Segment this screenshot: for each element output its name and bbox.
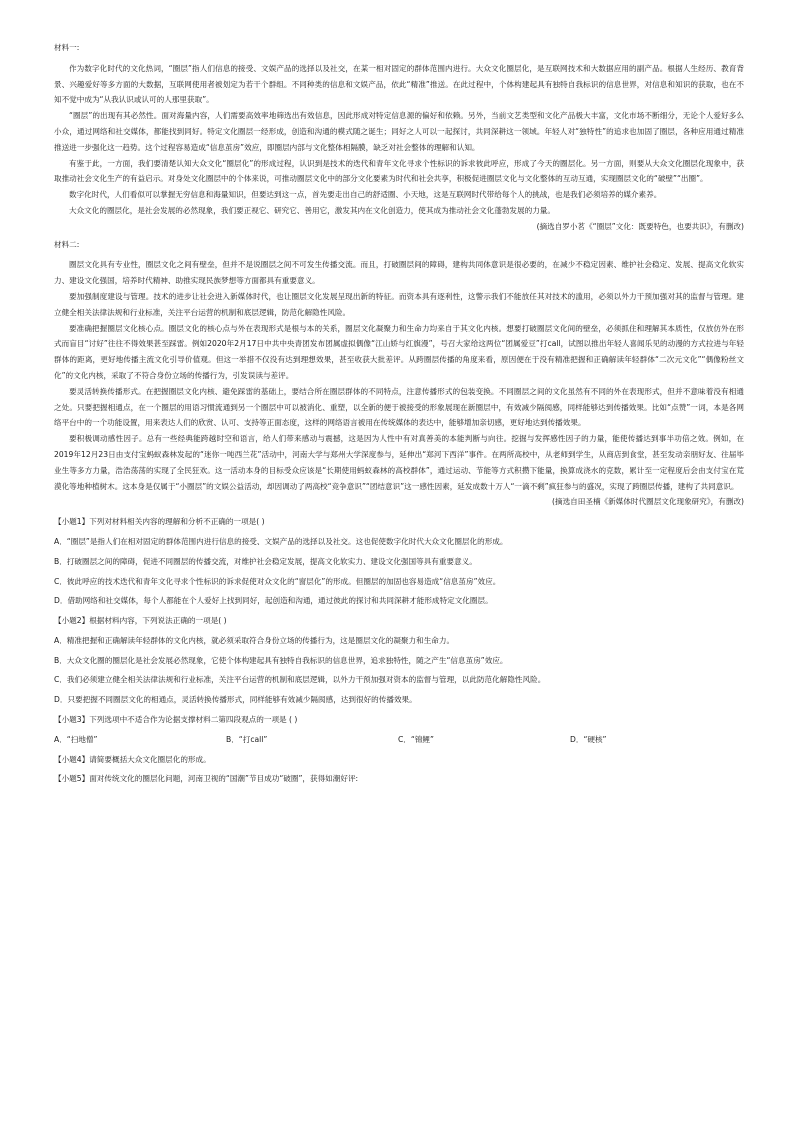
material2-paragraph-5: 要积极调动感性因子。总有一些经典能跨越时空和语言，给人们带来感动与震撼，这是因为人性中有对真善美的本能判断与向往。挖掘与发挥感性因子的力量，能使传播达到事半功倍之效。例如，在2019年12月23日由支付宝蚂蚁森林发起的“迷你一吨西兰花”活动中，河南大学与郑州大学深度参与，延伸出“郑河下西洋”事件。在两所高校中，从老师到学生，从商店到食堂，甚至发动亲朋好友、往届毕业生等多方力量，浩浩荡荡的实现了全民狂欢。这一活动本身的目标受众应该是“长期使用蚂蚁森林的高校群体”，通过运动、节能等方式积攒下能量，换算成浇水的克数，累计至一定程度后会由支付宝在荒漠化等地种植树木。这本身是仅属于“小圈层”的文娱公益活动，却因调动了两高校“竞争意识”“团结意识”这一感性因素，延发成数十万人“一滴不剩”疯狂参与的盛况，实现了跨圈层传播，建构了共同意识。 bbox=[54, 434, 744, 491]
question-stem: 【小题4】请简要概括大众文化圈层化的形成。 bbox=[54, 754, 211, 764]
option-d: D．借助网络和社交媒体，每个人都能在个人爱好上找到同好，起创造和沟通，通过彼此的探讨和共同深耕才能形成特定文化圈层。 bbox=[54, 596, 493, 606]
question-1 bbox=[54, 514, 744, 609]
material2-paragraph-4: 要灵活转换传播形式。在把握圈层文化内核、避免踩雷的基础上，要结合所在圈层群体的不同特点，注意传播形式的包装变换。不同圈层之间的文化虽然有不同的外在表现形式，但并不意味着没有相通之处。只要把握相通点，在一个圈层的用语习惯流通到另一个圈层中可以被消化、重塑，以全新的便于被接受的形象展现在新圈层中，有效减少隔阂感，同样能够达到传播效果。比如“点赞”一词，本是各网络平台中的一个功能设置，用来表达人们的欣赏、认可、支持等正面态度，这样的网络语言被用在传统媒体的表达中，能够增加亲切感，更好地达到传播效果。 bbox=[54, 386, 744, 428]
material1-heading: 材料一: bbox=[54, 43, 80, 52]
question-3 bbox=[54, 712, 744, 748]
material2-paragraph-3: 要准确把握圈层文化核心点。圈层文化的核心点与外在表现形式是根与本的关系，圈层文化凝聚力和生命力均来自于其文化内核。想要打破圈层文化间的壁垒，必须抓住和理解其本质性，仅放仿外在形式而盲目“讨好”往往不得效果甚至踩雷。例如2020年2月17日中共中央青团发布团属虚拟偶像“江山娇与红旗漫”，号召大家给这两位“团属爱豆”打call，试图以推出年轻人喜闻乐见的动漫的方式拉进与年轻群体的距离，更好地传播主流文化引导价值观。但这一举措不仅没有达到理想效果，甚至收获大批差评。从跨圈层传播的角度来看，原因便在于没有精准把握和正确解读年轻群体“二次元文化”“偶像粉丝文化”的文化内核，采取了不符合身份立场的传播行为，引发误读与差评。 bbox=[54, 323, 744, 380]
material1-paragraph-5: 大众文化的圈层化，是社会发展的必然现象，我们要正视它、研究它、善用它，激发其内在文化创造力，使其成为推动社会文化蓬勃发展的力量。 bbox=[69, 205, 555, 215]
option-c: C．彼此呼应的技术迭代和青年文化寻求个性标识的诉求促使对众文化的“窗层化”的形成。但圈层的加固也容易造成“信息茧房”效应。 bbox=[54, 576, 501, 586]
question-stem: 【小题5】面对传统文化的圈层化问题，河南卫视的“国潮”节目成功“破圈”，获得如潮好评: bbox=[54, 774, 359, 784]
question-2 bbox=[54, 613, 744, 708]
option-c: C．“锦鲤” bbox=[398, 734, 434, 744]
material1-paragraph-2: “圈层”的出现有其必然性。面对海量内容，人们需要高效率地筛选出有效信息，因此形成对特定信息源的偏好和依赖。另外，当前文艺类型和文化产品极大丰富，文化市场不断细分，无论个人爱好多么小众，通过网络和社交媒体，都能找到同好。特定文化圈层一经形成，创造和沟通的模式随之诞生；同好之人可以一起探讨，共同深耕这一领域。年轻人对“独特性”的追求也加固了圈层，各种应用通过精准推送进一步强化这一趋势。这个过程容易造成“信息茧房”效应，即圈层内部与文化整体相隔膜，缺乏对社会整体的理解和认知。 bbox=[54, 111, 744, 152]
question-stem: 【小题3】下列选项中不适合作为论据支撑材料二第四段观点的一项是 ( ) bbox=[54, 715, 298, 725]
option-a: A．“扫地僧” bbox=[54, 734, 98, 744]
option-d: D．“硬核” bbox=[570, 734, 607, 744]
question-stem: 【小题2】根据材料内容，下列说法正确的一项是( ) bbox=[54, 616, 227, 626]
material1-source: (摘选自罗小茗《“圈层”文化：既要特色，也要共识》，有删改) bbox=[536, 221, 744, 231]
question-4 bbox=[54, 752, 744, 768]
option-b: B．大众文化圈的圈层化是社会发展必然现象，它使个体构建起具有独特自我标识的信息世界，追求独特性，随之产生“信息茧房”效应。 bbox=[54, 655, 508, 665]
material2-source: (摘选自田圣楠《新媒体时代圈层文化现象研究》，有删改) bbox=[552, 497, 744, 507]
material1-paragraph-3: 有鉴于此，一方面，我们要清楚认知大众文化“圈层化”的形成过程，认识到是技术的迭代和青年文化寻求个性标识的诉求彼此呼应，形成了今天的圈层化。另一方面，则要从大众文化圈层化现象中，获取推动社会文化生产的有益启示。对身处文化圈层中的个体来说，可推动圈层文化中的部分文化要素为时代和社会共享，积极促进圈层文化与文化整体的互动互通，实现圈层文化的“破壁”“出圈”。 bbox=[54, 158, 744, 184]
question-stem: 【小题1】下列对材料相关内容的理解和分析不正确的一项是( ) bbox=[54, 517, 265, 527]
material2-paragraph-2: 要加强制度建设与管理。技术的进步让社会进入新媒体时代，也让圈层文化发展呈现出新的特征。而资本具有逐利性，这警示我们不能放任其对技术的滥用，必须以外力干预加强对其的监督与管理。建立健全相关法律法规和行业标准，关注平台运营的机制和底层逻辑，防范化解隐性风险。 bbox=[54, 291, 744, 317]
material1-paragraph-4: 数字化时代，人们看似可以掌握无穷信息和海量知识，但要达到这一点，首先要走出自己的舒适圈、小天地，这是互联网时代带给每个人的挑战，也是我们必须培养的媒介素养。 bbox=[69, 190, 662, 200]
material2-paragraph-1: 圈层文化具有专业性，圈层文化之间有壁垒，但并不是说圈层之间不可发生传播交流。而且，打破圈层间的障碍，建构共同体意识是很必要的，在减少不稳定因素、维护社会稳定、发展、提高文化软实力、建设文化强国，培养时代精神、助推实现民族梦想等方面都具有重要意义。 bbox=[54, 260, 744, 286]
option-a: A．“圈层”是指人们在相对固定的群体范围内进行信息的接受、文娱产品的选择以及社交。这也促使数字化时代大众文化圈层化的形成。 bbox=[54, 536, 508, 546]
document-page bbox=[54, 40, 744, 787]
option-d: D．只要把握不同圈层文化的相通点，灵活转换传播形式，同样能够有效减少隔阂感，达到很好的传播效果。 bbox=[54, 695, 417, 705]
option-c: C．我们必须建立健全相关法律法规和行业标准，关注平台运营的机制和底层逻辑，以外力干预加强对资本的监督与管理，以此防范化解隐性风险。 bbox=[54, 675, 546, 685]
options-row bbox=[54, 732, 744, 748]
option-b: B．“打call” bbox=[226, 734, 268, 744]
option-b: B．打破圈层之间的障碍，促进不同圈层的传播交流，对维护社会稳定发展，提高文化软实力、建设文化强国等具有重要意义。 bbox=[54, 556, 477, 566]
material1-paragraph-1: 作为数字化时代的文化热词，“圈层”指人们信息的接受、文娱产品的选择以及社交，在某一相对固定的群体范围内进行。大众文化圈层化，是互联网技术和大数据应用的副产品。根据人生经历、教育背景、兴趣爱好等多方面的大数据，互联网使用者被划定为若干个群组。不同种类的信息和文娱产品，依此“精准”推送。在此过程中，个体构建起具有独特自我标识的信息世界，对信息和知识的获取，也在不知不觉中成为“从我认识或认可的人那里获取”。 bbox=[54, 63, 744, 105]
option-a: A．精准把握和正确解读年轻群体的文化内核，就必须采取符合身份立场的传播行为，这是圈层文化的凝聚力和生命力。 bbox=[54, 635, 455, 645]
question-5 bbox=[54, 771, 744, 787]
material2-heading: 材料二: bbox=[54, 239, 80, 249]
